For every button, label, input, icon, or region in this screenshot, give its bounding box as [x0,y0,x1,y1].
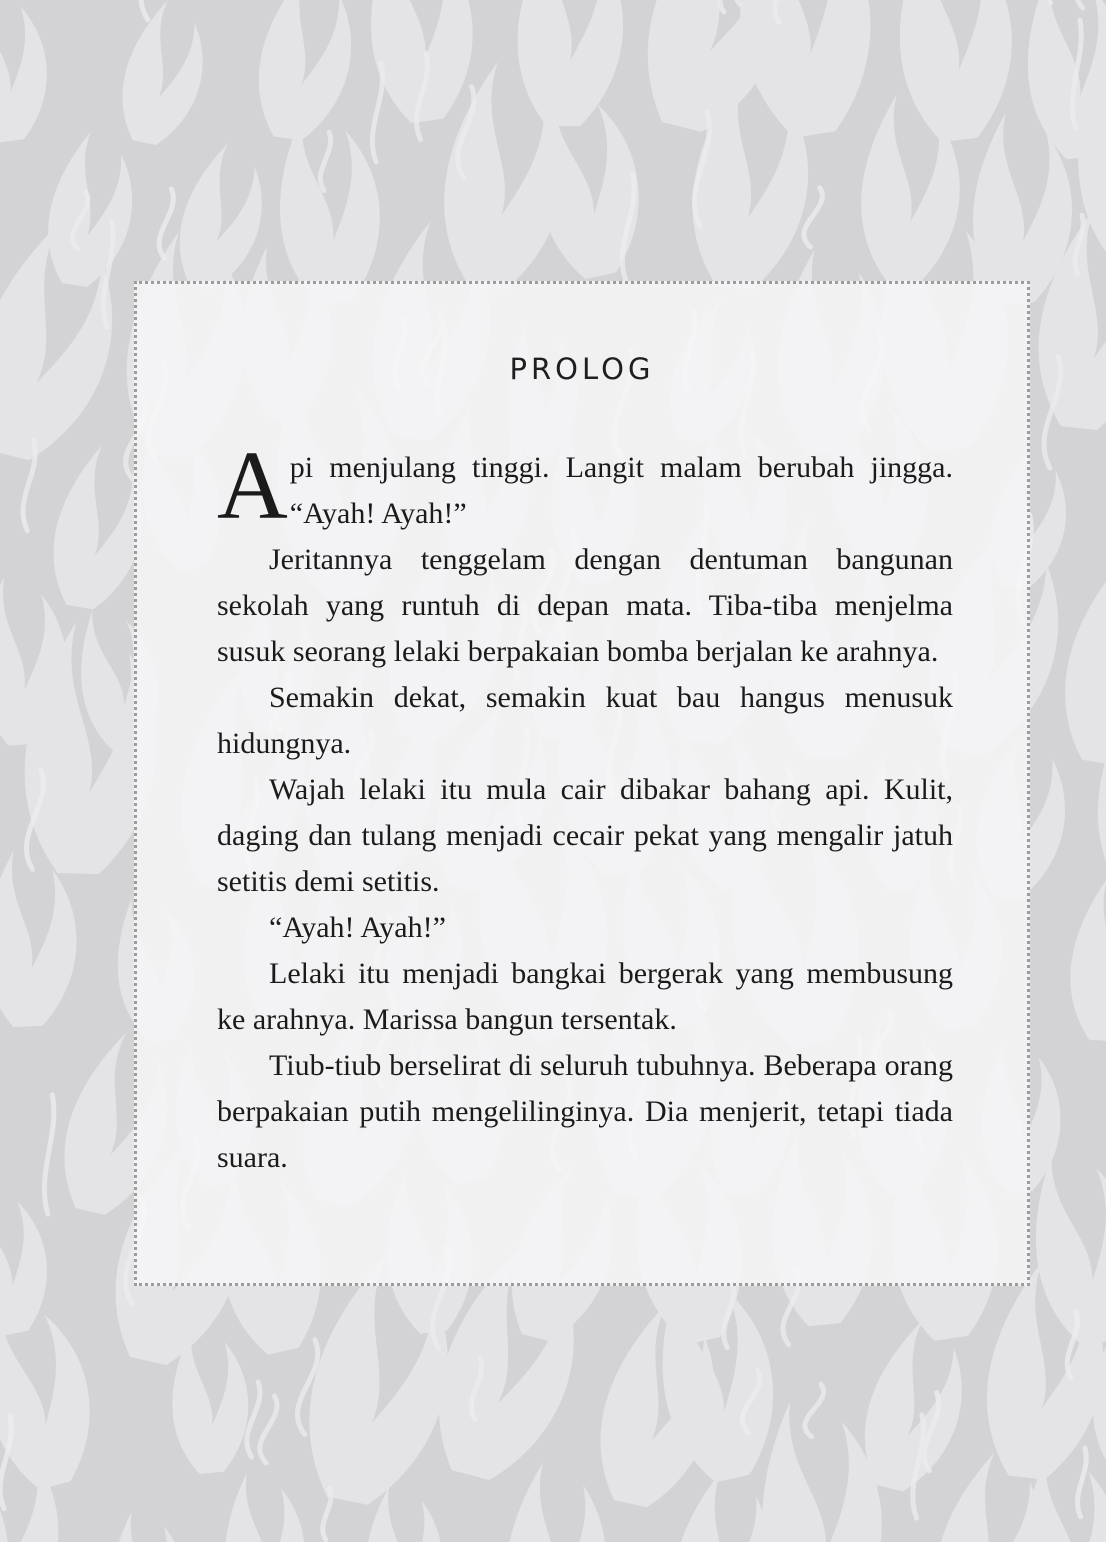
body-text [217,432,953,1181]
chapter-title: PROLOG [509,352,655,386]
text-panel [134,281,1030,1286]
paragraph-1 [217,432,953,540]
paragraph-2: Jeritannya tenggelam dengan dentuman bangunan sekolah yang runtuh di depan mata. Tiba-tiba menjelma susuk seorang lelaki berpakaian bomba berjalan ke arahnya. [217,543,953,668]
paragraph-6: Lelaki itu menjadi bangkai bergerak yang membusung ke arahnya. Marissa bangun tersentak. [217,957,953,1036]
paragraph-7: Tiub-tiub berselirat di seluruh tubuhnya. Beberapa orang berpakaian putih mengelilinginya. Dia menjerit, tetapi tiada suara. [217,1049,953,1174]
paragraph-1-text: pi menjulang tinggi. Langit malam berubah jingga. “Ayah! Ayah!” [289,451,953,530]
paragraph-5: “Ayah! Ayah!” [269,911,446,944]
paragraph-4: Wajah lelaki itu mula cair dibakar bahang api. Kulit, daging dan tulang menjadi cecair pekat yang mengalir jatuh setitis demi setitis. [217,773,953,898]
paragraph-3: Semakin dekat, semakin kuat bau hangus menusuk hidungnya. [217,681,953,760]
drop-cap: A [217,432,288,540]
